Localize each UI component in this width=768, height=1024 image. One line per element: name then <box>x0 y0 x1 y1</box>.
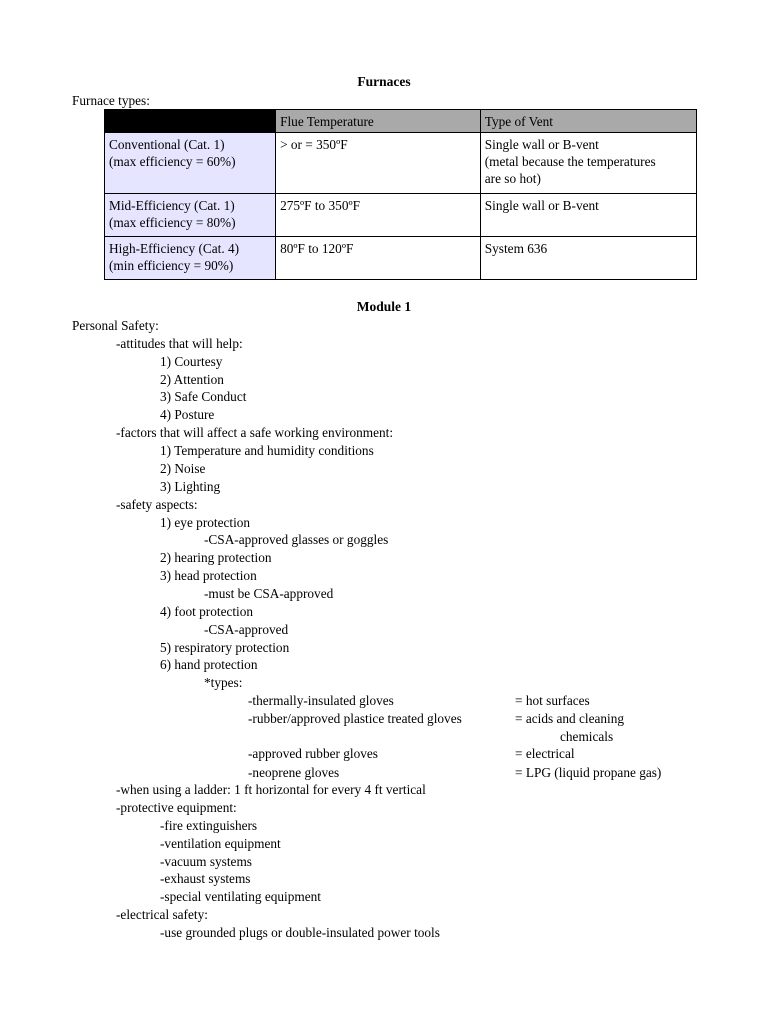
table-header-flue: Flue Temperature <box>276 110 481 133</box>
furnace-types-table <box>104 109 697 280</box>
list-item: 3) Lighting <box>160 479 221 494</box>
list-item: 1) Courtesy <box>160 354 223 369</box>
type-efficiency: (min efficiency = 90%) <box>109 258 234 273</box>
vent-line: (metal because the temperatures <box>484 154 656 169</box>
glove-use: = acids and cleaning <box>515 711 625 726</box>
topic-item: -safety aspects: <box>116 497 198 512</box>
glove-use-continued: chemicals <box>560 729 614 744</box>
table-cell-vent <box>480 194 696 237</box>
furnace-types-label: Furnace types: <box>72 93 150 108</box>
list-item: -use grounded plugs or double-insulated power tools <box>160 925 440 940</box>
list-item: 1) Temperature and humidity conditions <box>160 443 374 458</box>
list-item: 4) Posture <box>160 407 215 422</box>
topic-item: -factors that will affect a safe working environment: <box>116 425 394 440</box>
topic-item: -attitudes that will help: <box>116 336 243 351</box>
type-name: Conventional (Cat. 1) <box>109 137 225 152</box>
list-item: 3) Safe Conduct <box>160 389 247 404</box>
table-header-blank <box>105 110 276 133</box>
list-item: -fire extinguishers <box>160 818 258 833</box>
type-name: Mid-Efficiency (Cat. 1) <box>109 198 235 213</box>
table-row <box>105 194 697 237</box>
type-efficiency: (max efficiency = 60%) <box>109 154 236 169</box>
vent-line: System 636 <box>484 241 548 256</box>
list-item: 2) Noise <box>160 461 206 476</box>
table-row <box>105 133 697 194</box>
table-row <box>105 237 697 280</box>
glove-type: -rubber/approved plastice treated gloves <box>248 711 462 726</box>
topic-item: -protective equipment: <box>116 800 237 815</box>
type-name: High-Efficiency (Cat. 4) <box>109 241 240 256</box>
page-title: Furnaces <box>357 74 411 89</box>
table-cell-flue: > or = 350ºF <box>276 133 481 194</box>
list-item: -exhaust systems <box>160 871 251 886</box>
table-header-vent: Type of Vent <box>480 110 696 133</box>
list-item: -ventilation equipment <box>160 836 281 851</box>
glove-use: = LPG (liquid propane gas) <box>515 765 662 780</box>
list-item: 4) foot protection <box>160 604 254 619</box>
vent-line: Single wall or B-vent <box>484 137 599 152</box>
glove-type: -approved rubber gloves <box>248 746 378 761</box>
topic-item: -electrical safety: <box>116 907 208 922</box>
list-item: 2) Attention <box>160 372 224 387</box>
vent-line: Single wall or B-vent <box>484 198 599 213</box>
list-item: 1) eye protection <box>160 515 251 530</box>
vent-line: are so hot) <box>484 171 541 186</box>
list-item: -vacuum systems <box>160 854 252 869</box>
table-cell-vent <box>480 237 696 280</box>
section-heading: Personal Safety: <box>72 318 159 333</box>
type-efficiency: (max efficiency = 80%) <box>109 215 236 230</box>
glove-use: = hot surfaces <box>515 693 590 708</box>
sub-item: -CSA-approved glasses or goggles <box>204 532 389 547</box>
glove-type: -neoprene gloves <box>248 765 340 780</box>
glove-use: = electrical <box>515 746 575 761</box>
table-cell-type <box>105 237 276 280</box>
table-header-row <box>105 110 697 133</box>
topic-item: -when using a ladder: 1 ft horizontal for every 4 ft vertical <box>116 782 426 797</box>
glove-type: -thermally-insulated gloves <box>248 693 394 708</box>
sub-item: -must be CSA-approved <box>204 586 334 601</box>
sub-item: -CSA-approved <box>204 622 289 637</box>
list-item: 5) respiratory protection <box>160 640 290 655</box>
table-cell-flue: 80ºF to 120ºF <box>276 237 481 280</box>
list-item: 3) head protection <box>160 568 257 583</box>
list-item: -special ventilating equipment <box>160 889 321 904</box>
table-cell-vent <box>480 133 696 194</box>
sub-item: *types: <box>204 675 243 690</box>
table-cell-type <box>105 133 276 194</box>
list-item: 2) hearing protection <box>160 550 272 565</box>
module-title: Module 1 <box>356 299 412 314</box>
table-cell-type <box>105 194 276 237</box>
list-item: 6) hand protection <box>160 657 258 672</box>
table-cell-flue: 275ºF to 350ºF <box>276 194 481 237</box>
